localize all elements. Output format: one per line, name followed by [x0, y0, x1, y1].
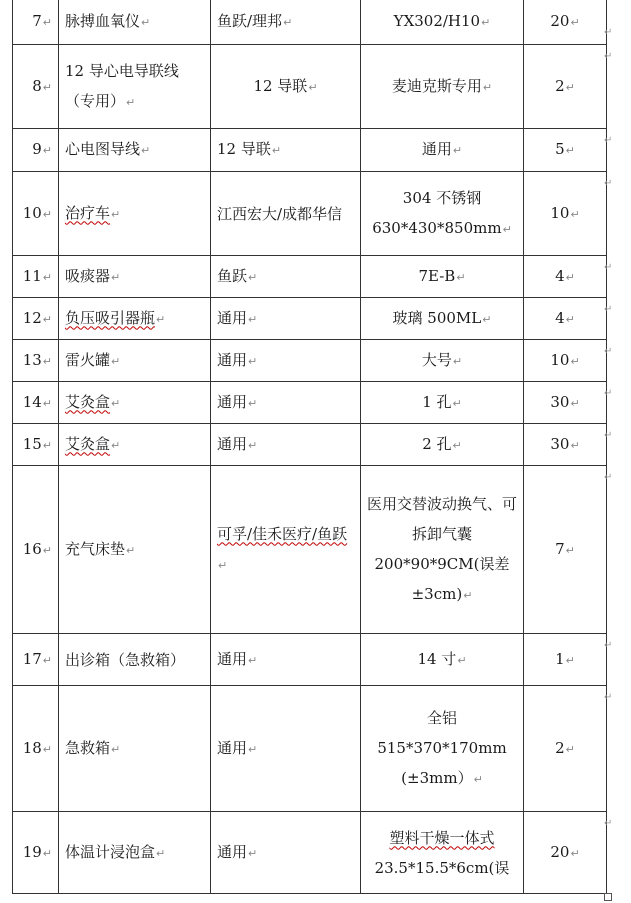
row-number-cell: 18↵: [13, 686, 59, 812]
spec-cell: 2 孔↵: [361, 424, 524, 466]
table-row: [13, 466, 607, 634]
item-name-cell: 充气床垫↵: [59, 466, 211, 634]
row-end-mark: ↵: [604, 472, 613, 483]
spec-cell: 14 寸↵: [361, 634, 524, 686]
spec-cell: 医用交替波动换气、可拆卸气囊 200*90*9CM(误差±3cm)↵: [361, 466, 524, 634]
brand-cell: 12 导联↵: [211, 45, 361, 129]
brand-cell: 通用↵: [211, 812, 361, 894]
spec-cell: 麦迪克斯专用↵: [361, 45, 524, 129]
quantity-cell: 30↵: [524, 424, 607, 466]
item-name-cell: 出诊箱（急救箱）: [59, 634, 211, 686]
row-number-cell: 14↵: [13, 382, 59, 424]
table-row: [13, 298, 607, 340]
brand-cell: 鱼跃/理邦↵: [211, 0, 361, 45]
item-name-cell: 12 导心电导联线（专用）↵: [59, 45, 211, 129]
item-name-cell: 艾灸盒↵: [59, 424, 211, 466]
table-row: [13, 382, 607, 424]
brand-cell: 通用↵: [211, 424, 361, 466]
spec-cell: 大号↵: [361, 340, 524, 382]
brand-cell: 鱼跃↵: [211, 256, 361, 298]
row-number-cell: 19↵: [13, 812, 59, 894]
brand-cell: 通用↵: [211, 686, 361, 812]
row-number-cell: 10↵: [13, 172, 59, 256]
item-name-cell: 艾灸盒↵: [59, 382, 211, 424]
spec-cell: 1 孔↵: [361, 382, 524, 424]
quantity-cell: 4↵: [524, 298, 607, 340]
table-end-marker: [604, 893, 612, 901]
brand-cell: 12 导联↵: [211, 129, 361, 172]
brand-cell: 通用↵: [211, 340, 361, 382]
item-name-cell: 雷火罐↵: [59, 340, 211, 382]
item-name-cell: 负压吸引器瓶↵: [59, 298, 211, 340]
quantity-cell: 30↵: [524, 382, 607, 424]
row-number-cell: 9↵: [13, 129, 59, 172]
quantity-cell: 4↵: [524, 256, 607, 298]
brand-cell: 通用↵: [211, 634, 361, 686]
table-row: [13, 256, 607, 298]
quantity-cell: 1↵: [524, 634, 607, 686]
row-number-cell: 12↵: [13, 298, 59, 340]
brand-cell: 通用↵: [211, 382, 361, 424]
spec-cell: 304 不锈钢 630*430*850mm↵: [361, 172, 524, 256]
row-end-mark: ↵: [604, 430, 613, 441]
brand-cell: 可孚/佳禾医疗/鱼跃↵: [211, 466, 361, 634]
row-end-mark: ↵: [604, 388, 613, 399]
row-end-mark: ↵: [604, 135, 613, 146]
row-end-mark: ↵: [604, 51, 613, 62]
table-row: [13, 45, 607, 129]
item-name-cell: 治疗车↵: [59, 172, 211, 256]
row-number-cell: 17↵: [13, 634, 59, 686]
row-number-cell: 11↵: [13, 256, 59, 298]
row-end-mark: ↵: [604, 304, 613, 315]
brand-cell: 江西宏大/成都华信: [211, 172, 361, 256]
quantity-cell: 10↵: [524, 172, 607, 256]
spec-cell: 通用↵: [361, 129, 524, 172]
row-number-cell: 13↵: [13, 340, 59, 382]
row-end-mark: ↵: [604, 346, 613, 357]
quantity-cell: 2↵: [524, 686, 607, 812]
equipment-table: [12, 0, 607, 894]
quantity-cell: 20↵: [524, 0, 607, 45]
row-end-mark: ↵: [604, 178, 613, 189]
table-row: [13, 0, 607, 45]
brand-cell: 通用↵: [211, 298, 361, 340]
item-name-cell: 脉搏血氧仪↵: [59, 0, 211, 45]
row-number-cell: 7↵: [13, 0, 59, 45]
spec-cell: 全铝 515*370*170mm(±3mm）↵: [361, 686, 524, 812]
table-row: [13, 172, 607, 256]
quantity-cell: 5↵: [524, 129, 607, 172]
row-number-cell: 15↵: [13, 424, 59, 466]
table-row: [13, 812, 607, 894]
row-end-mark: ↵: [604, 818, 613, 829]
quantity-cell: 2↵: [524, 45, 607, 129]
spec-cell: 玻璃 500ML↵: [361, 298, 524, 340]
table-row: [13, 424, 607, 466]
table-row: [13, 340, 607, 382]
table-row: [13, 634, 607, 686]
row-number-cell: 8↵: [13, 45, 59, 129]
row-end-mark: ↵: [604, 640, 613, 651]
item-name-cell: 吸痰器↵: [59, 256, 211, 298]
quantity-cell: 10↵: [524, 340, 607, 382]
item-name-cell: 体温计浸泡盒↵: [59, 812, 211, 894]
row-end-mark: ↵: [604, 27, 613, 38]
row-end-mark: ↵: [604, 262, 613, 273]
table-row: [13, 129, 607, 172]
quantity-cell: 20↵: [524, 812, 607, 894]
row-number-cell: 16↵: [13, 466, 59, 634]
spec-cell: 塑料干燥一体式 23.5*15.5*6cm(误: [361, 812, 524, 894]
item-name-cell: 心电图导线↵: [59, 129, 211, 172]
spec-cell: YX302/H10↵: [361, 0, 524, 45]
row-end-mark: ↵: [604, 692, 613, 703]
item-name-cell: 急救箱↵: [59, 686, 211, 812]
table-row: [13, 686, 607, 812]
quantity-cell: 7↵: [524, 466, 607, 634]
spec-cell: 7E-B↵: [361, 256, 524, 298]
